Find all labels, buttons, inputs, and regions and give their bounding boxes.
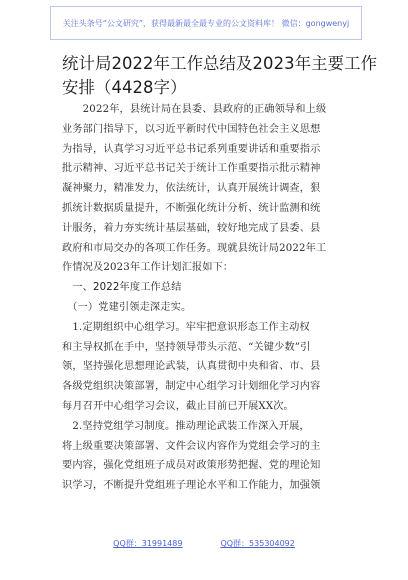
paragraph-line: 业务部门指导下，以习近平新时代中国特色社会主义思想 <box>62 123 321 135</box>
promo-banner <box>50 6 362 40</box>
footer-contacts <box>0 538 408 554</box>
paragraph-line: 计服务，着力夯实统计基层基础，较好地完成了县委、县 <box>62 222 321 234</box>
qq-group-link-2[interactable]: QQ群：535304092 <box>220 539 295 548</box>
sub-heading: （一）党建引领走深走实。 <box>62 301 192 313</box>
paragraph-line: 凝神聚力，精准发力，依法统计，认真开展统计调查，狠 <box>62 183 321 195</box>
paragraph-line: 抓统计数据质量提升，不断强化统计分析、统计监测和统 <box>62 202 321 214</box>
paragraph-line: 为指导，认真学习习近平总书记系列重要讲话和重要指示 <box>62 143 321 155</box>
paragraph-line: 作情况及2023年工作计划汇报如下： <box>62 262 234 274</box>
title-line: 安排（4428字） <box>62 78 187 97</box>
paragraph-line: 将上级重要决策部署、文件会议内容作为党组会学习的主 <box>62 440 321 452</box>
section-heading: 一、2022年度工作总结 <box>62 282 182 294</box>
title-line: 统计局2022年工作总结及2023年主要工作 <box>62 54 378 73</box>
paragraph-line: 识学习，不断提升党组班子理论水平和工作能力，加强领 <box>62 480 321 492</box>
paragraph-line: 1.定期组织中心组学习。牢牢把意识形态工作主动权 <box>62 321 310 333</box>
paragraph-line: 各级党组织决策部署，制定中心组学习计划细化学习内容 <box>62 381 321 393</box>
paragraph-line: 政府和市局交办的各项工作任务。现就县统计局2022年工 <box>62 242 327 254</box>
document-body <box>62 100 352 496</box>
paragraph-line: 2.坚持党组学习制度。推动理论武装工作深入开展， <box>62 420 310 432</box>
paragraph-line: 2022年，县统计局在县委、县政府的正确领导和上级 <box>62 104 327 115</box>
document-title <box>62 52 378 100</box>
qq-group-link-1[interactable]: QQ群：31991489 <box>113 539 183 548</box>
paragraph-line: 领，坚持强化思想理论武装，认真贯彻中央和省、市、县 <box>62 361 321 373</box>
promo-banner-text: 关注头条号“公文研究”，获得最新最全最专业的公文资料库！ 微信：gongwenyj <box>62 18 350 28</box>
paragraph-line: 每月召开中心组学习会议，截止目前已开展XX次。 <box>62 400 294 412</box>
paragraph-line: 要内容，强化党组班子成员对政策形势把握、党的理论知 <box>62 460 321 472</box>
paragraph-line: 批示精神、习近平总书记关于统计工作重要指示批示精神 <box>62 163 321 175</box>
paragraph-line: 和主导权抓在手中，坚持领导带头示范、“关键少数”引 <box>62 341 311 353</box>
